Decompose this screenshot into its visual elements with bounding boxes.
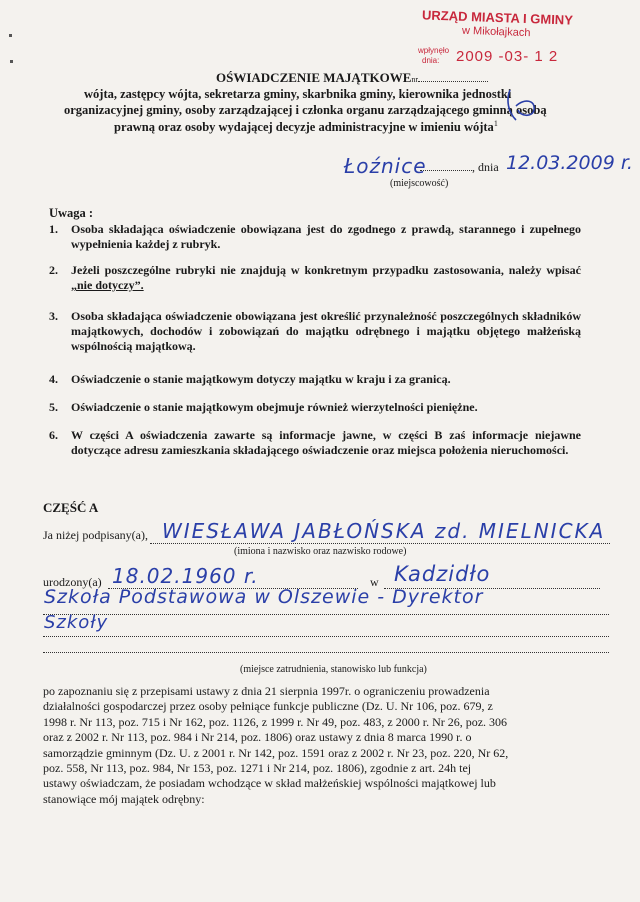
note-text: Osoba składająca oświadczenie obowiązana jest określić przynależność poszczególnych składników majątkowych, dochodów i zobowiązań do majątku odrębnego i majątku objętego małżeńską wspólnością majątkową. bbox=[71, 309, 581, 353]
note-1 bbox=[49, 222, 581, 254]
note-number: 1. bbox=[49, 222, 58, 236]
note-text-wrap bbox=[71, 263, 581, 293]
title-text: OŚWIADCZENIE MAJĄTKOWE bbox=[216, 70, 412, 85]
subtitle-line2: organizacyjnej gminy, osoby zarządzającej i członka organu zarządzającego gminną osobą bbox=[64, 103, 547, 117]
note-number: 4. bbox=[49, 372, 58, 386]
note-2 bbox=[49, 263, 581, 295]
date-value: 12.03.2009 r. bbox=[506, 152, 633, 174]
place-caption: (miejscowość) bbox=[390, 178, 449, 189]
footnote-mark: 1 bbox=[493, 119, 498, 128]
note-number: 3. bbox=[49, 309, 58, 323]
subtitle-line3 bbox=[114, 119, 498, 135]
birth-place-value: Kadzidło bbox=[394, 562, 491, 586]
stamp-line2: w Mikołajkach bbox=[461, 24, 531, 40]
born-label: urodzony(a) bbox=[43, 575, 102, 589]
notes-heading: Uwaga : bbox=[49, 206, 94, 220]
legal-line: 1998 r. Nr 113, poz. 715 i Nr 162, poz. 1126, z 1999 r. Nr 49, poz. 483, z 2000 r. Nr 26, poz. 306 bbox=[43, 714, 508, 729]
note-text: Oświadczenie o stanie majątkowym dotyczy majątku w kraju i za granicą. bbox=[71, 372, 451, 386]
place-value: Łoźnice bbox=[344, 154, 427, 178]
legal-line: po zapoznaniu się z przepisami ustawy z dnia 21 sierpnia 1997r. o ograniczeniu prowadzenia bbox=[43, 684, 490, 698]
subtitle-line1: wójta, zastępcy wójta, sekretarza gminy, skarbnika gminy, kierownika jednostki bbox=[84, 87, 512, 101]
note-quoted: „nie dotyczy”. bbox=[71, 278, 144, 292]
title-marker: nr bbox=[411, 75, 419, 84]
stamp-received-label1: wpłynęło bbox=[418, 46, 450, 55]
work-caption: (miejsce zatrudnienia, stanowisko lub funkcja) bbox=[240, 664, 427, 675]
legal-line: stanowiące mój majątek odrębny: bbox=[43, 791, 205, 806]
legal-text bbox=[43, 684, 609, 807]
date-prefix: , dnia bbox=[472, 160, 499, 174]
note-number: 5. bbox=[49, 400, 58, 414]
margin-mark bbox=[10, 60, 13, 63]
name-line bbox=[150, 543, 610, 544]
note-4 bbox=[49, 372, 581, 388]
signed-label: Ja niżej podpisany(a), bbox=[43, 528, 148, 542]
legal-line: samorządzie gminnym (Dz. U. z 2001 r. Nr 142, poz. 1591 oraz z 2002 r. Nr 23, poz. 220, Nr 62, bbox=[43, 745, 509, 760]
note-text: Jeżeli poszczególne rubryki nie znajdują w konkretnym przypadku zastosowania, należy wpisać bbox=[71, 263, 581, 277]
stamp-received-date: 2009 -03- 1 2 bbox=[456, 48, 559, 65]
work-line1 bbox=[43, 614, 609, 615]
work-line1-value: Szkoła Podstawowa w Olszewie - Dyrektor bbox=[44, 586, 484, 608]
note-3 bbox=[49, 309, 581, 357]
legal-line: poz. 558, Nr 113, poz. 984, Nr 153, poz. 1271 i Nr 214, poz. 1806), zgodnie z art. 24h tej bbox=[43, 761, 472, 776]
name-caption: (imiona i nazwisko oraz nazwisko rodowe) bbox=[234, 546, 407, 557]
note-6 bbox=[49, 428, 581, 476]
note-5 bbox=[49, 400, 581, 416]
office-stamp bbox=[404, 6, 634, 70]
page-title bbox=[216, 70, 488, 86]
work-line2 bbox=[43, 636, 609, 637]
born-in-label: w bbox=[370, 575, 379, 589]
place-line bbox=[420, 170, 472, 171]
birth-date-value: 18.02.1960 r. bbox=[112, 564, 259, 588]
note-text: Oświadczenie o stanie majątkowym obejmuje również wierzytelności pieniężne. bbox=[71, 400, 478, 414]
legal-line: działalności gospodarczej przez osoby pełniące funkcje publiczne (Dz. U. Nr 106, poz. 679, z bbox=[43, 699, 493, 714]
stamp-line1: URZĄD MIASTA I GMINY bbox=[421, 7, 574, 28]
legal-line: oraz z 2002 r. Nr 113, poz. 984 i Nr 214, poz. 1806) oraz ustawy z dnia 8 marca 1990 r. o bbox=[43, 730, 472, 745]
subtitle-line3-text: prawną oraz osoby wydającej decyzje administracyjne w imieniu wójta bbox=[114, 120, 494, 135]
part-a-heading: CZĘŚĆ A bbox=[43, 500, 99, 515]
margin-mark bbox=[9, 34, 12, 37]
work-line3 bbox=[43, 652, 609, 653]
note-text: Osoba składająca oświadczenie obowiązana jest do zgodnego z prawdą, starannego i zupełnego wypełnienia każdej z rubryk. bbox=[71, 222, 581, 251]
name-value: WIESŁAWA JABŁOŃSKA zd. MIELNICKA bbox=[162, 519, 606, 543]
handwritten-mark bbox=[502, 86, 548, 126]
note-number: 2. bbox=[49, 263, 58, 277]
legal-line: ustawy oświadczam, że posiadam wchodzące w skład małżeńskiej wspólności majątkowej lub bbox=[43, 776, 496, 791]
note-text: W części A oświadczenia zawarte są informacje jawne, w części B zaś informacje niejawne dotyczące adresu zamieszkania składającego oświadczenie oraz miejsca położenia nieruchomości. bbox=[71, 428, 581, 457]
note-number: 6. bbox=[49, 428, 58, 442]
title-number-line bbox=[418, 73, 488, 82]
stamp-received-label2: dnia: bbox=[422, 56, 440, 65]
work-line2-value: Szkoły bbox=[44, 612, 109, 633]
